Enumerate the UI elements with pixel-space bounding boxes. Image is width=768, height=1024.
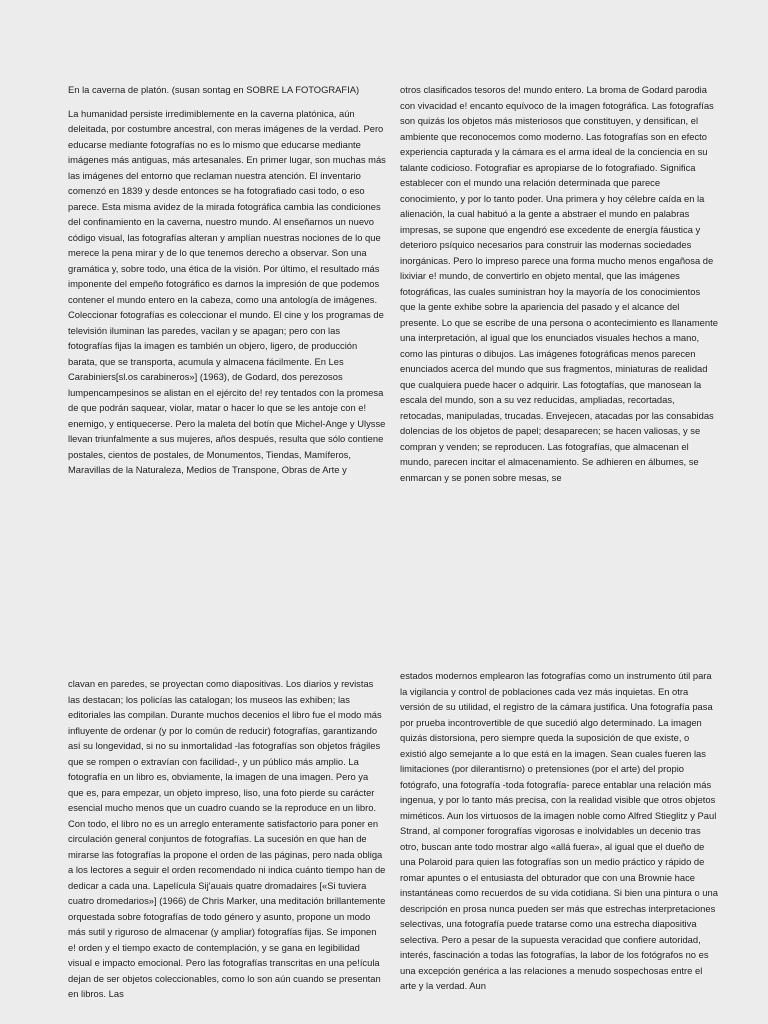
page-1-right-paragraph: otros clasificados tesoros de! mundo entero. La broma de Godard parodia con vivacidad e! encanto equívoco de la imagen fotográfica. Las fotografías son quizás los objetos más misteriosos que constituyen, y densifican, el ambiente que reconocemos como moderno. Las fotografías son en efecto experiencia capturada y la cámara es el arma ideal de la conciencia en su talante codicioso. Fotografiar es apropiarse de lo fotografiado. Significa establecer con el mundo una relación determinada que parece conocimiento, y por lo tanto poder. Una primera y hoy célebre caída en la alienación, la cual habituó a la gente a abstraer el mundo en palabras impresas, se supone que engendró ese excedente de energía fáustica y deterioro psíquico necesarios para construir las modernas sociedades inorgánicas. Pero lo impreso parece una forma mucho menos engañosa de lixiviar e! mundo, de convertirlo en objeto mental, que las imágenes fotográficas, las cuales suministran hoy la mayoría de los conocimientos que la gente exhibe sobre la apariencia del pasado y el alcance del presente. Lo que se escribe de una persona o acontecimiento es llanamente una interpretación, al igual que los enunciados visuales hechos a mano, como las pinturas o dibujos. Las imágenes fotográficas menos parecen enunciados acerca del mundo que sus fragmentos, miniaturas de realidad que cualquiera puede hacer o adquirir. Las fotogtafías, que manosean la escala del mundo, son a su vez reducidas, ampliadas, recortadas, retocadas, manipuladas, trucadas. Envejecen, atacadas por las consabidas dolencias de los objetos de papel; desaparecen; se hacen valiosas, y se compran y venden; se reproducen. Las fotografías, que almacenan el mundo, parecen incitar el almacenamiento. Se adhieren en álbumes, se enmarcan y se ponen sobre mesas, se	[400, 84, 718, 483]
document-page-2	[0, 640, 768, 1024]
page-1-right-column	[400, 82, 718, 485]
page-2-right-paragraph: estados modernos emplearon las fotografías como un instrumento útil para la vigilancia y control de poblaciones cada vez más inquietas. En otra versión de su utilidad, el registro de la cámara justifica. Una fotografía pasa por prueba incontrovertible de que sucedió algo determinado. La imagen quizás distorsiona, pero siempre queda la suposición de que existe, o existió algo semejante a lo que está en la imagen. Sean cuales fueren las limitaciones (por dilerantisrno) o pretensiones (por el arte) del propio fotógrafo, una fotografía -toda fotografía- parece entablar una relación más ingenua, y por lo tanto más precisa, con la realidad visible que otros objetos miméticos. Aun los virtuosos de la imagen noble como Alfred Stieglitz y Paul Strand, al componer forografías vigorosas e inolvidables un decenio tras otro, buscan ante todo mostrar algo «allá fuera», al igual que el dueño de una Polaroid para quien las fotografías son un medio práctico y rápido de romar apuntes o el entusiasta del obturador que con una Brownie hace instantáneas como recuerdos de su vida cotidiana. Si bien una pintura o una descripción en prosa nunca pueden ser más que estrechas interpretaciones selectivas, una fotografía puede tratarse como una estrecha diapositiva selectiva. Pero a pesar de la supuesta veracidad que confiere autoridad, interés, fascinación a todas las fotografías, la labor de los fotógrafos no es una excepción genérica a las relaciones a menudo sospechosas entre el arte y la verdad. Aun	[400, 670, 718, 991]
page-2-right-column	[400, 668, 718, 994]
page-2-left-column	[68, 676, 386, 1002]
page-2-left-paragraph: clavan en paredes, se proyectan como diapositivas. Los diarios y revistas las destacan; los policías las catalogan; los museos las exhiben; las editoriales las compilan. Durante muchos decenios el libro fue el modo más influyente de ordenar (y por lo común de reducir) fotografías, garantizando así su longevidad, si no su inmortalidad -las fotografías son objetos frágiles que se rompen o extravían con facilidad-, y un público más amplio. La fotografía en un libro es, obviamente, la imagen de una imagen. Pero ya que es, para empezar, un objeto impreso, liso, una foto pierde su carácter esencial mucho menos que un cuadro cuando se la reproduce en un libro. Con todo, el libro no es un arreglo enteramente satisfactorio para poner en circulación general conjuntos de fotografías. La sucesión en que han de mirarse las fotografías la propone el orden de las páginas, pero nada obliga a los lectores a seguir el orden recomendado ni indica cuánto tiempo han de dedicar a cada una. Lapelícula Sij'auais quatre dromadaires [«Si tuviera cuatro dromedarios»] (1966) de Chris Marker, una meditación brillantemente orquestada sobre fotografías de todo género y asunto, propone un modo más sutil y riguroso de almacenar (y ampliar) fotografías fijas. Se imponen e! orden y el tiempo exacto de contemplación, y se gana en legibilidad visual e impacto emocional. Pero las fotografías transcritas en una pe!ícula dejan de ser objetos coleccionables, como lo son aún cuando se presentan en libros. Las	[68, 678, 386, 999]
document-heading: En la caverna de platón. (susan sontag en SOBRE LA FOTOGRAFIA)	[68, 84, 360, 95]
page-1-left-column	[68, 82, 386, 478]
page-1-left-paragraph: La humanidad persiste irredimiblemente en la caverna platónica, aún deleitada, por costumbre ancestral, con meras imágenes de la verdad. Pero educarse mediante fotografías no es lo mismo que educarse mediante imágenes más antiguas, más artesanales. En primer lugar, son muchas más las imágenes del entorno que reclaman nuestra atención. El inventario comenzó en 1839 y desde entonces se ha fotografiado casi todo, o eso parece. Esta misma avidez de la mirada fotográfica cambia las condiciones del confinamiento en la caverna, nuestro mundo. Al enseñarnos un nuevo código visual, las fotografías alteran y amplían nuestras nociones de lo que merece la pena mirar y de lo que tenemos derecho a observar. Son una gramática y, sobre todo, una ética de la visión. Por último, el resultado más imponente del empeño fotográfico es darnos la impresión de que podemos contener el mundo entero en la cabeza, como una antología de imágenes. Coleccionar fotografías es coleccionar el mundo. El cine y los programas de televisión iluminan las paredes, vacilan y se apagan; pero con las fotografías fijas la imagen es también un objero, ligero, de producción barata, que se transporta, acumula y almacena fácilmente. En Les Carabiniers[sl.os carabineros»] (1963), de Godard, dos perezosos lumpencampesinos se alistan en el ejército de! rey tentados con la promesa de que podrán saquear, violar, matar o hacer lo que se les antoje con e! enemigo, y entiquecerse. Pero la maleta del botín que Michel-Ange y Ulysse llevan triunfalmente a sus mujeres, años después, resulta que sólo contiene postales, cientos de postales, de Monumentos, Tiendas, Mamíferos, Maravillas de la Naturaleza, Medios de Transpone, Obras de Arte y	[68, 107, 386, 475]
